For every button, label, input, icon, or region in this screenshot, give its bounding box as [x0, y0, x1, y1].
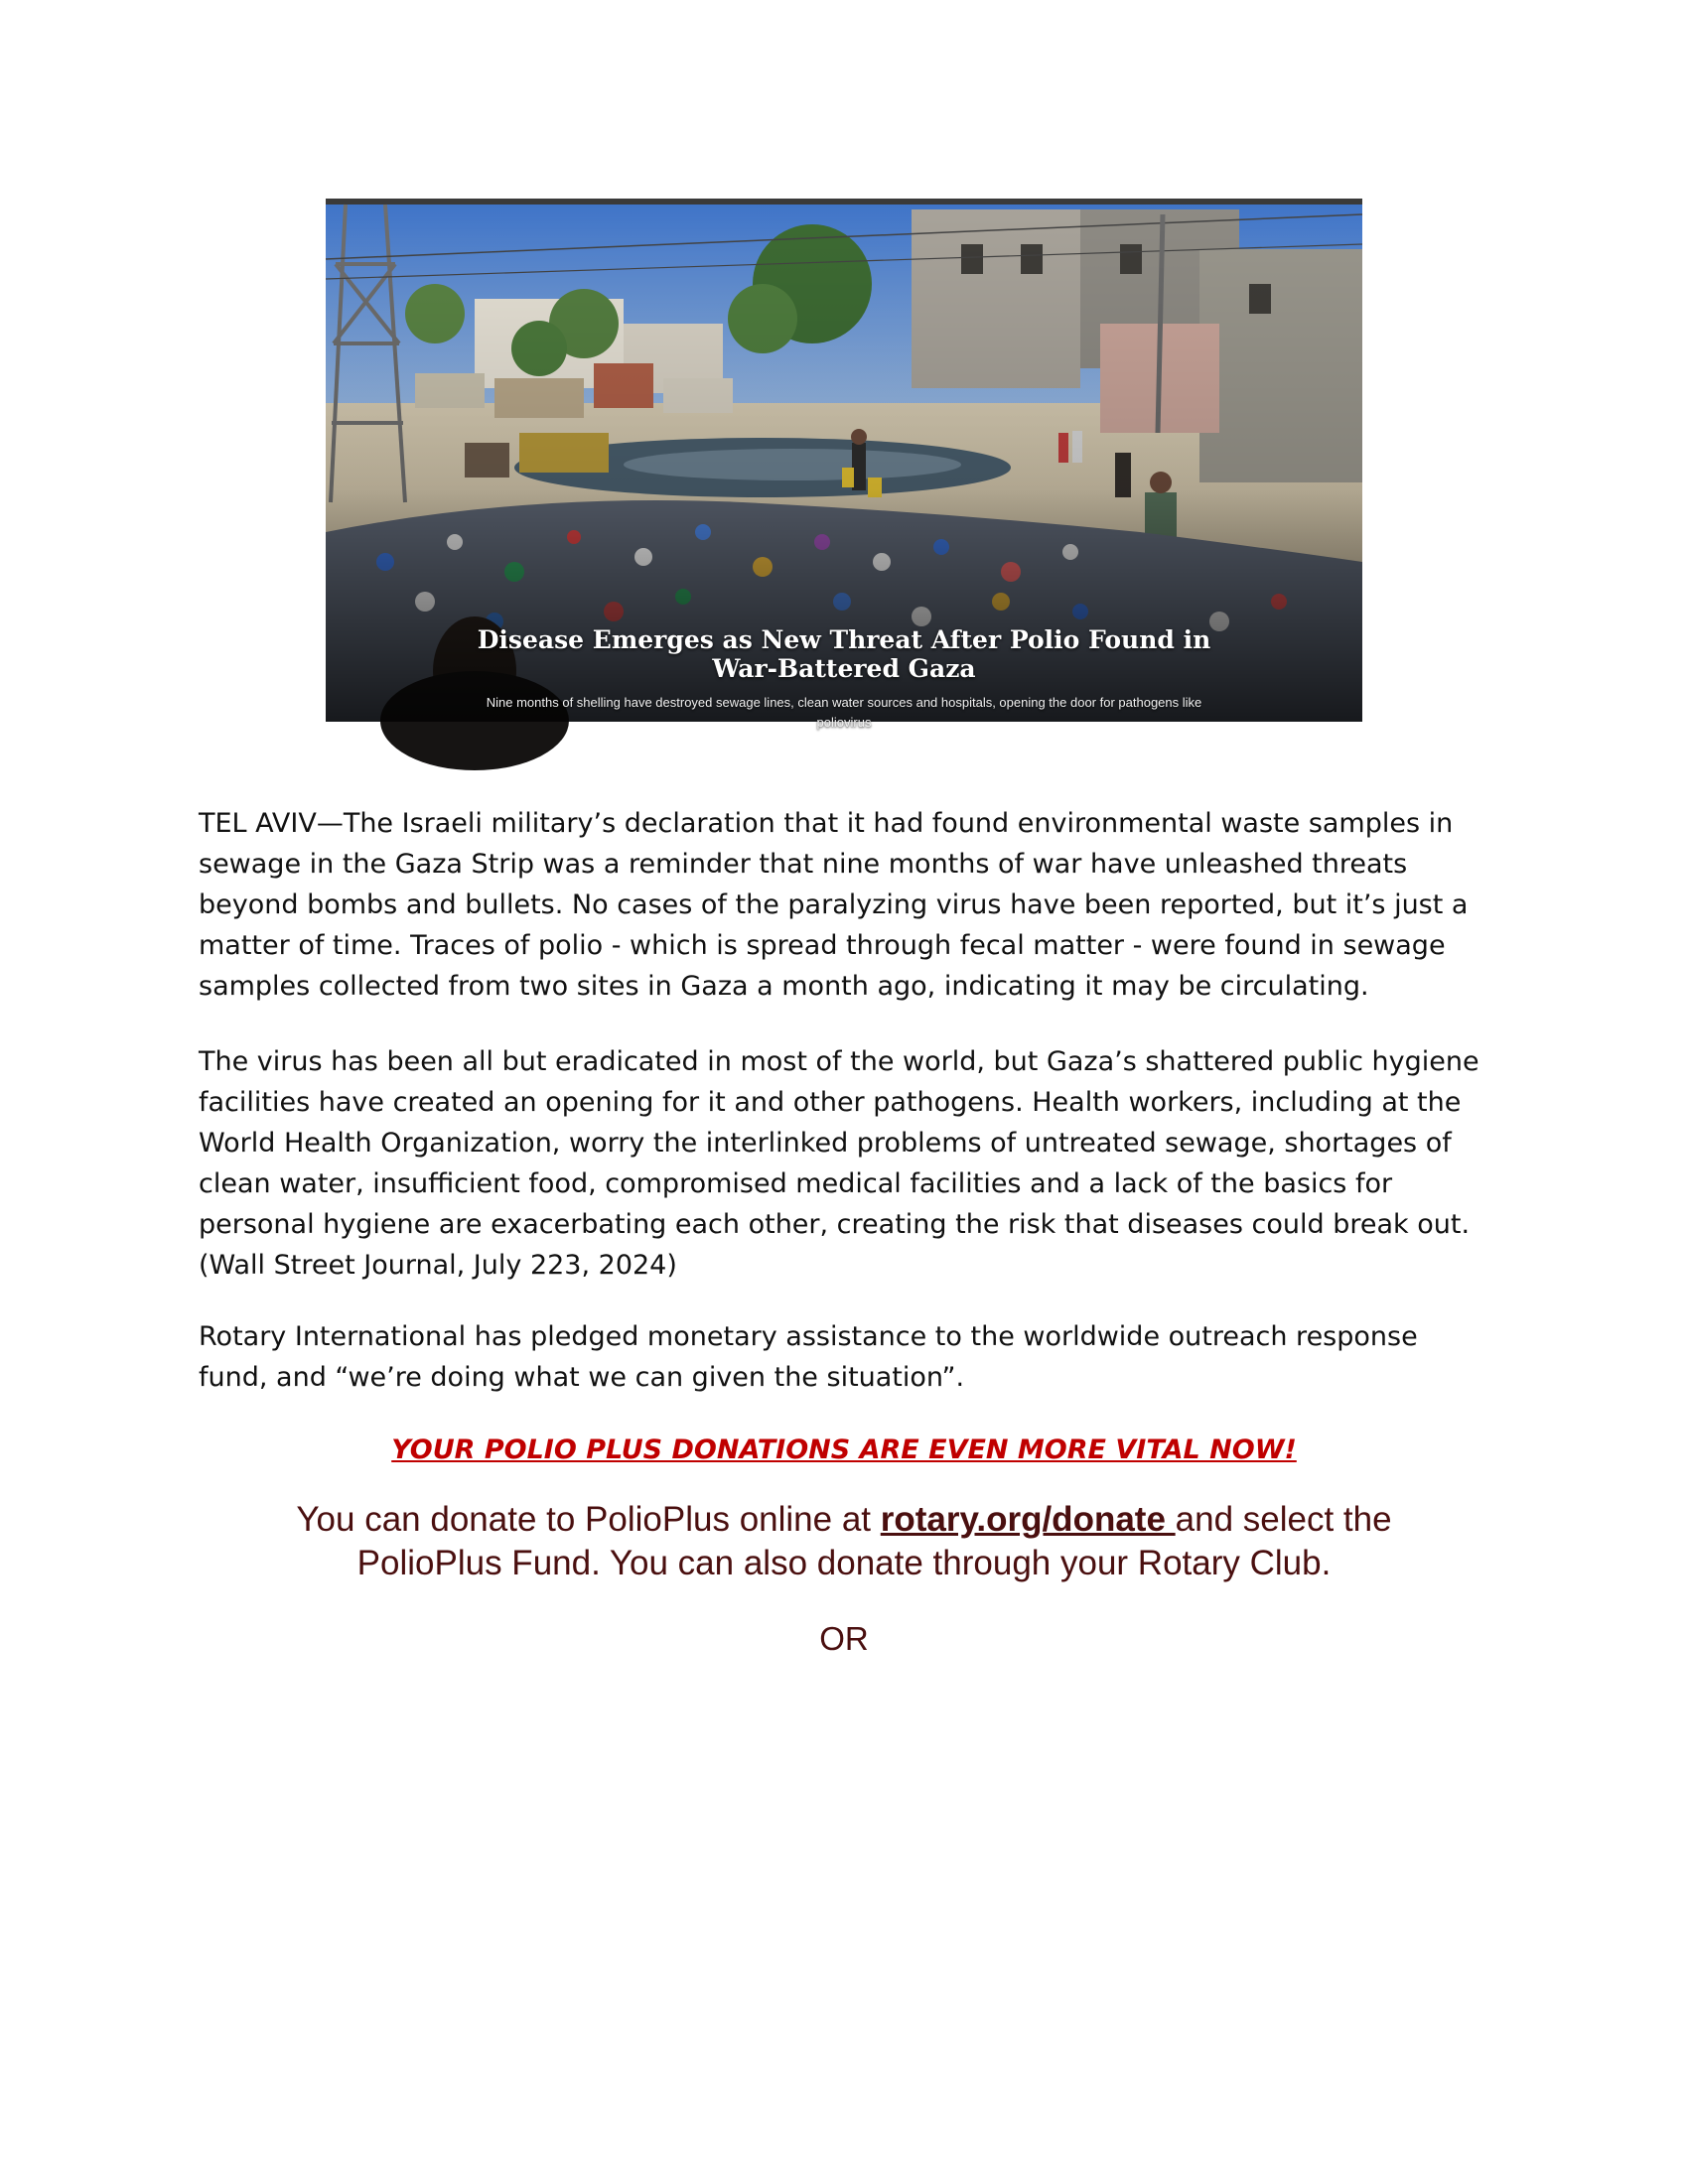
photo-subheadline: Nine months of shelling have destroyed sewage lines, clean water sources and hospitals, opening the door for pathogens like poliovirus: [486, 695, 1202, 730]
donation-appeal: YOUR POLIO PLUS DONATIONS ARE EVEN MORE VITAL NOW!: [391, 1434, 1297, 1465]
donate-instructions: [248, 1498, 1440, 1585]
or-separator: OR: [819, 1620, 869, 1657]
article-paragraph-1: TEL AVIV—The Israeli military’s declaration that it had found environmental waste samples in sewage in the Gaza Strip was a reminder that nine months of war have unleashed threats beyond bombs and bullets. No cases of the paralyzing virus have been reported, but it’s just a matter of time. Traces of polio - which is spread through fecal matter - were found in sewage samples collected from two sites in Gaza a month ago, indicating it may be circulating.: [199, 808, 1469, 1002]
donate-text-before: You can donate to PolioPlus online at: [296, 1500, 881, 1539]
article-paragraph-2: The virus has been all but eradicated in most of the world, but Gaza’s shattered public hygiene facilities have created an opening for it and other pathogens. Health workers, including at the World Health Organization, worry the interlinked problems of untreated sewage, shortages of clean water, insufficient food, compromised medical facilities and a lack of the basics for personal hygiene are exacerbating each other, creating the risk that diseases could break out. (Wall Street Journal, July 223, 2024): [199, 1046, 1479, 1281]
photo-headline: Disease Emerges as New Threat After Polio Found in War-Battered Gaza: [477, 625, 1211, 683]
donate-link[interactable]: rotary.org/donate: [880, 1500, 1176, 1539]
news-photo: [326, 199, 1362, 730]
article-paragraph-3: Rotary International has pledged monetary assistance to the worldwide outreach response fund, and “we’re doing what we can given the situation”.: [199, 1321, 1418, 1393]
donate-text-after: and select the PolioPlus Fund. You can also donate through your Rotary Club.: [356, 1500, 1392, 1582]
